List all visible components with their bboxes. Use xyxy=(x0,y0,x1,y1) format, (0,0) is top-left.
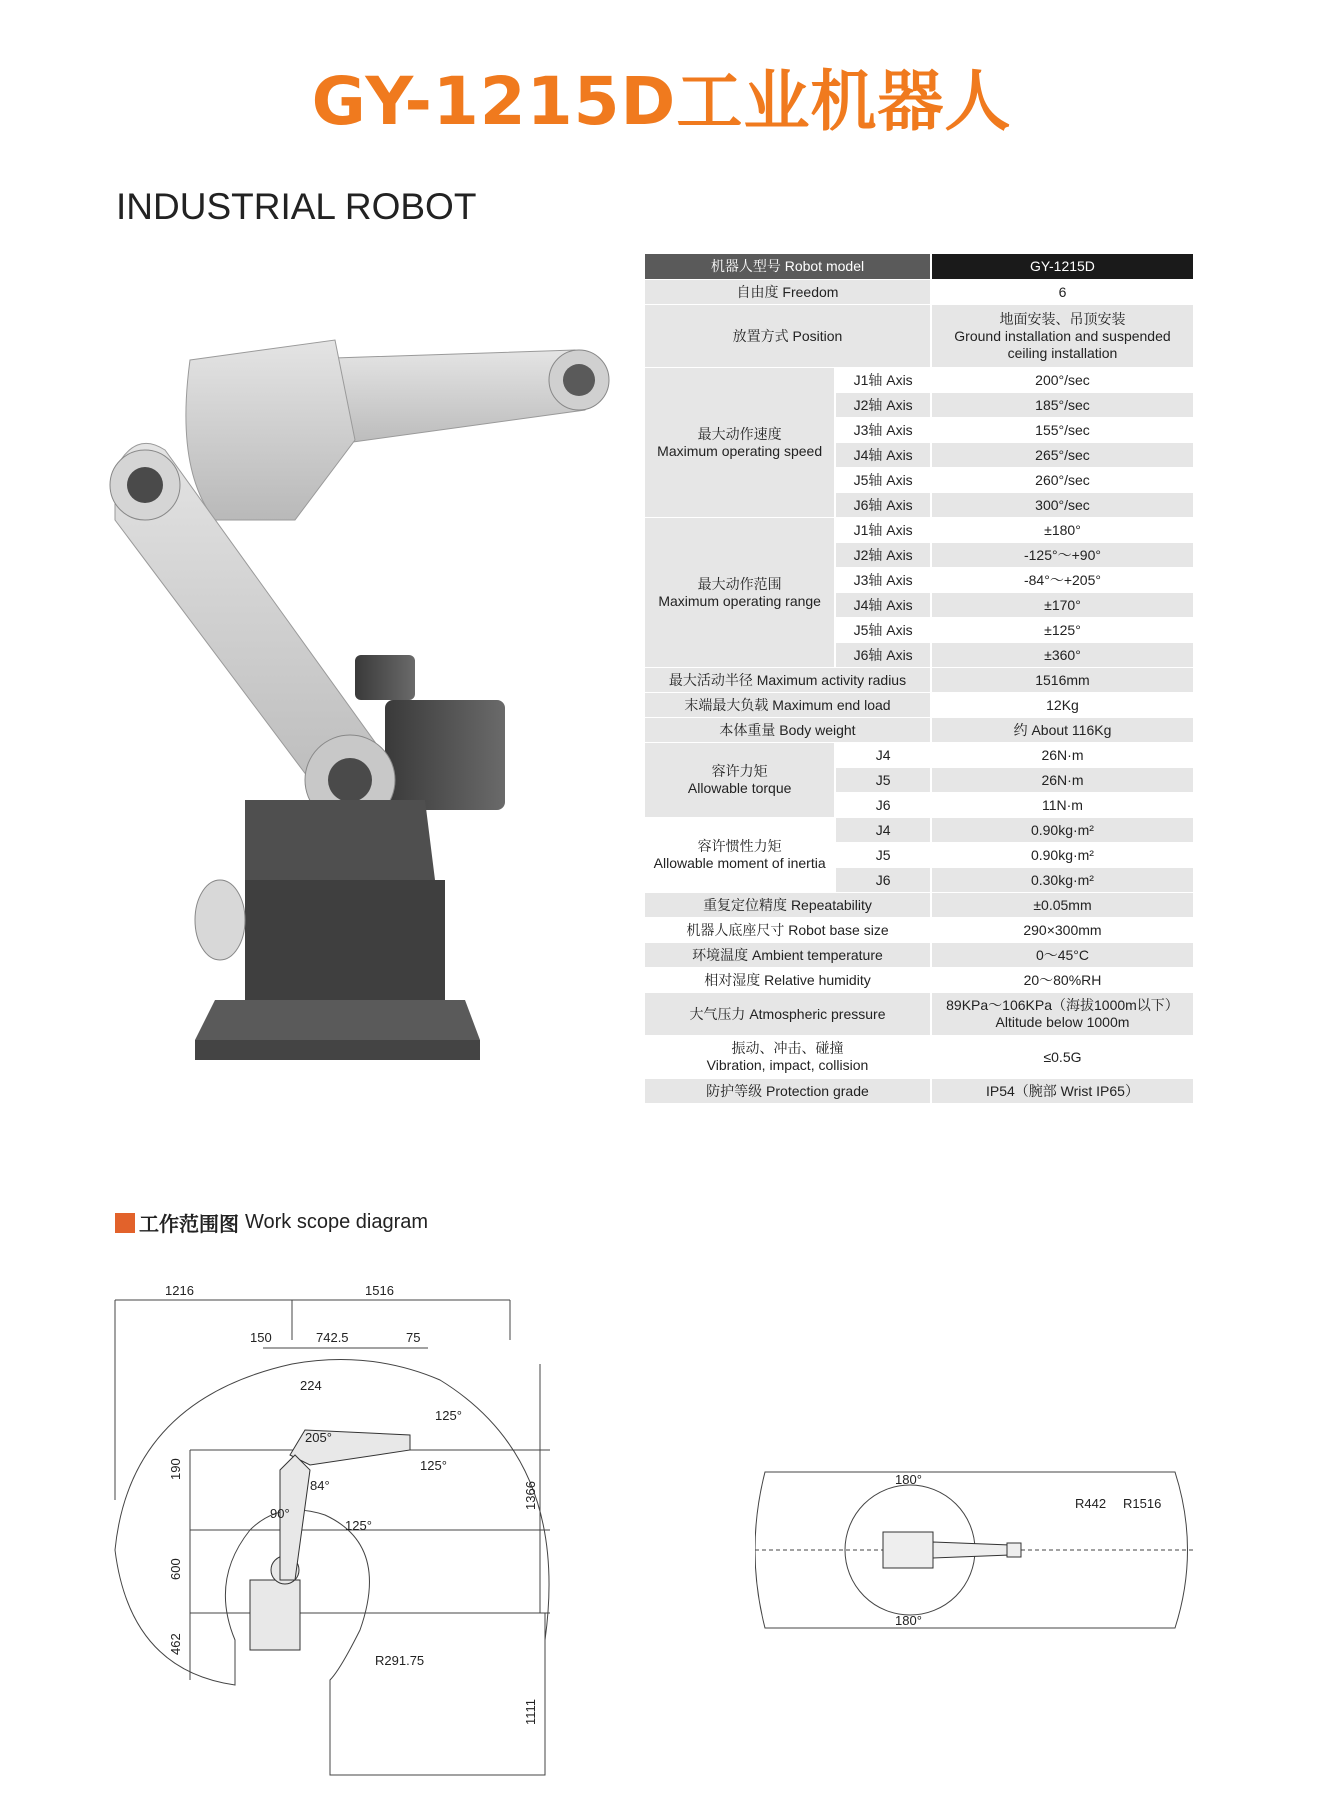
spec-position-value: 地面安装、吊顶安装 Ground installation and suspended ceiling installation xyxy=(932,305,1193,367)
spec-speed-value: 185°/sec xyxy=(932,393,1193,417)
spec-inertia-axis: J5 xyxy=(836,843,932,867)
dim-1216: 1216 xyxy=(165,1283,194,1298)
spec-torque-axis: J6 xyxy=(836,793,932,817)
spec-inertia-axis: J6 xyxy=(836,868,932,892)
spec-freedom-value: 6 xyxy=(932,280,1193,304)
spec-table xyxy=(645,253,1193,1104)
spec-position-label: 放置方式 Position xyxy=(645,305,932,367)
spec-torque-axis: J4 xyxy=(836,743,932,767)
spec-range-label: 最大动作范围 Maximum operating range xyxy=(645,518,836,667)
spec-range-axis: J3轴 Axis xyxy=(836,568,932,592)
spec-weight-value: 约 About 116Kg xyxy=(932,718,1193,742)
work-scope-heading-en: Work scope diagram xyxy=(245,1211,429,1233)
spec-humidity-value: 20～80%RH xyxy=(932,968,1193,992)
spec-speed-value: 265°/sec xyxy=(932,443,1193,467)
top-angle-180-upper: 180° xyxy=(895,1472,922,1487)
spec-base-value: 290×300mm xyxy=(932,918,1193,942)
spec-pressure-label: 大气压力 Atmospheric pressure xyxy=(645,993,932,1035)
spec-torque-label: 容许力矩 Allowable torque xyxy=(645,743,836,817)
spec-range-axis: J2轴 Axis xyxy=(836,543,932,567)
angle-125-lower: 125° xyxy=(420,1458,447,1473)
spec-torque-value: 26N·m xyxy=(932,743,1193,767)
page-title: GY-1215D工业机器人 xyxy=(311,63,1012,140)
spec-torque-value: 11N·m xyxy=(932,793,1193,817)
spec-vibration-label: 振动、冲击、碰撞 Vibration, impact, collision xyxy=(645,1036,932,1078)
dim-75: 75 xyxy=(406,1330,421,1345)
spec-speed-axis: J5轴 Axis xyxy=(836,468,932,492)
top-dim-r1516: R1516 xyxy=(1123,1496,1162,1511)
spec-speed-value: 300°/sec xyxy=(932,493,1193,517)
spec-inertia-value: 0.30kg·m² xyxy=(932,868,1193,892)
dim-1516: 1516 xyxy=(365,1283,394,1298)
dim-600: 600 xyxy=(168,1558,183,1580)
spec-speed-value: 260°/sec xyxy=(932,468,1193,492)
spec-torque-value: 26N·m xyxy=(932,768,1193,792)
spec-vibration-value: ≤0.5G xyxy=(932,1036,1193,1078)
spec-inertia-axis: J4 xyxy=(836,818,932,842)
angle-125-j2: 125° xyxy=(345,1518,372,1533)
work-scope-heading xyxy=(115,1208,428,1237)
spec-range-value: -125°～+90° xyxy=(932,543,1193,567)
spec-speed-axis: J6轴 Axis xyxy=(836,493,932,517)
spec-header-row xyxy=(645,254,1193,279)
spec-protection-value: IP54（腕部 Wrist IP65） xyxy=(932,1079,1193,1103)
spec-speed-axis: J1轴 Axis xyxy=(836,368,932,392)
top-angle-180-lower: 180° xyxy=(895,1613,922,1628)
spec-load-label: 末端最大负载 Maximum end load xyxy=(645,693,932,717)
spec-header-value: GY-1215D xyxy=(932,254,1193,279)
spec-protection-label: 防护等级 Protection grade xyxy=(645,1079,932,1103)
spec-range-value: ±180° xyxy=(932,518,1193,542)
spec-speed-axis: J4轴 Axis xyxy=(836,443,932,467)
angle-90: 90° xyxy=(270,1506,290,1521)
spec-temperature-label: 环境温度 Ambient temperature xyxy=(645,943,932,967)
spec-pressure-value: 89KPa～106KPa（海拔1000m以下） Altitude below 1000m xyxy=(932,993,1193,1035)
spec-repeatability-value: ±0.05mm xyxy=(932,893,1193,917)
spec-humidity-label: 相对湿度 Relative humidity xyxy=(645,968,932,992)
spec-inertia-label: 容许惯性力矩 Allowable moment of inertia xyxy=(645,818,836,892)
spec-header-label: 机器人型号 Robot model xyxy=(645,254,932,279)
work-scope-heading-cn: 工作范围图 xyxy=(139,1214,239,1236)
dim-1111: 1111 xyxy=(523,1698,538,1725)
spec-range-value: ±170° xyxy=(932,593,1193,617)
spec-speed-label: 最大动作速度 Maximum operating speed xyxy=(645,368,836,517)
angle-84: 84° xyxy=(310,1478,330,1493)
spec-range-value: ±125° xyxy=(932,618,1193,642)
spec-inertia-value: 0.90kg·m² xyxy=(932,818,1193,842)
dim-150: 150 xyxy=(250,1330,272,1345)
spec-range-value: -84°～+205° xyxy=(932,568,1193,592)
work-scope-side-diagram xyxy=(110,1280,570,1780)
spec-speed-value: 200°/sec xyxy=(932,368,1193,392)
spec-inertia-value: 0.90kg·m² xyxy=(932,843,1193,867)
spec-temperature-value: 0～45°C xyxy=(932,943,1193,967)
dim-r291-75: R291.75 xyxy=(375,1653,425,1668)
page-subtitle: INDUSTRIAL ROBOT xyxy=(116,186,477,227)
spec-radius-value: 1516mm xyxy=(932,668,1193,692)
spec-torque-axis: J5 xyxy=(836,768,932,792)
section-marker-icon xyxy=(115,1213,135,1233)
dim-224: 224 xyxy=(300,1378,322,1393)
angle-125-upper: 125° xyxy=(435,1408,462,1423)
dim-190: 190 xyxy=(168,1458,183,1480)
work-scope-top-diagram xyxy=(755,1460,1195,1640)
angle-205: 205° xyxy=(305,1430,332,1445)
dim-1366: 1366 xyxy=(523,1481,538,1510)
spec-range-axis: J1轴 Axis xyxy=(836,518,932,542)
spec-range-axis: J5轴 Axis xyxy=(836,618,932,642)
spec-repeatability-label: 重复定位精度 Repeatability xyxy=(645,893,932,917)
dim-742-5: 742.5 xyxy=(316,1330,349,1345)
spec-freedom-label: 自由度 Freedom xyxy=(645,280,932,304)
top-dim-r442: R442 xyxy=(1075,1496,1107,1511)
spec-load-value: 12Kg xyxy=(932,693,1193,717)
spec-speed-axis: J3轴 Axis xyxy=(836,418,932,442)
dim-462: 462 xyxy=(168,1633,183,1655)
spec-range-axis: J6轴 Axis xyxy=(836,643,932,667)
spec-base-label: 机器人底座尺寸 Robot base size xyxy=(645,918,932,942)
robot-illustration xyxy=(95,320,615,1140)
spec-weight-label: 本体重量 Body weight xyxy=(645,718,932,742)
spec-range-value: ±360° xyxy=(932,643,1193,667)
spec-speed-axis: J2轴 Axis xyxy=(836,393,932,417)
spec-speed-value: 155°/sec xyxy=(932,418,1193,442)
spec-radius-label: 最大活动半径 Maximum activity radius xyxy=(645,668,932,692)
spec-range-axis: J4轴 Axis xyxy=(836,593,932,617)
